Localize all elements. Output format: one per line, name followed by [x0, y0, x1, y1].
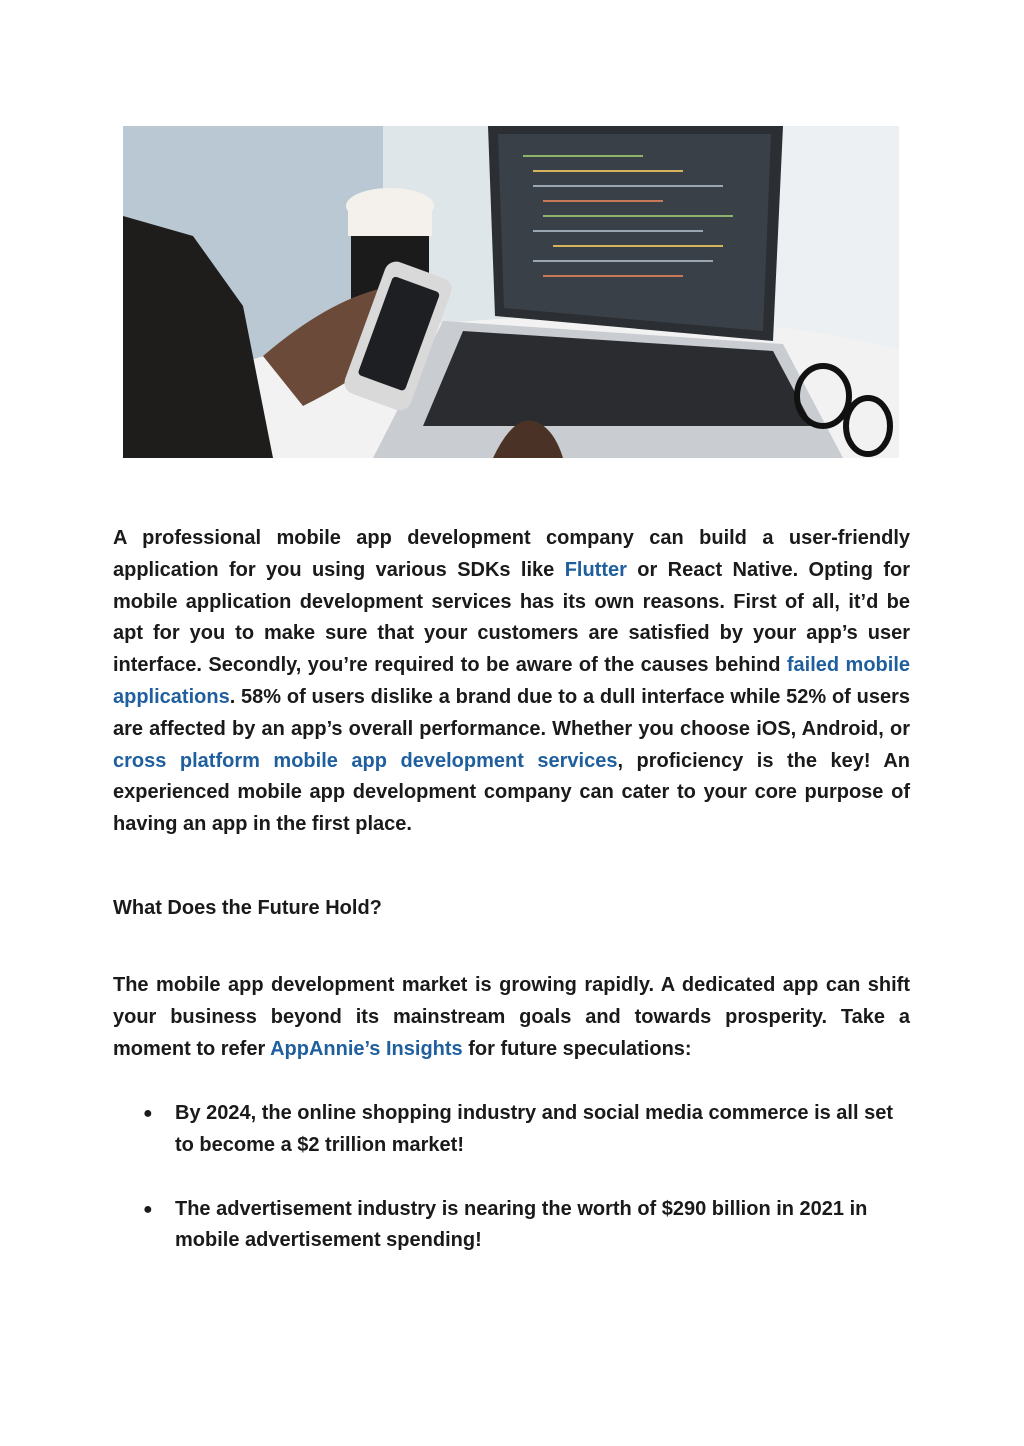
- list-item-text: By 2024, the online shopping industry and social media commerce is all set to become a $2 trillion market!: [175, 1102, 893, 1156]
- list-item: [113, 1194, 895, 1258]
- cross-platform-link[interactable]: cross platform mobile app development services: [113, 749, 618, 772]
- bullet-icon: ●: [143, 1200, 153, 1218]
- market-text-b: for future speculations:: [462, 1037, 692, 1060]
- hero-photo: [123, 126, 899, 458]
- article-body: [113, 523, 910, 1252]
- section-heading: What Does the Future Hold?: [113, 897, 382, 919]
- bullet-icon: ●: [143, 1105, 153, 1122]
- market-paragraph: [113, 970, 910, 1065]
- list-item: [113, 1098, 895, 1162]
- appannie-link[interactable]: AppAnnie’s Insights: [270, 1037, 463, 1060]
- list-item-text: The advertisement industry is nearing the worth of $290 billion in 2021 in mobile advertisement spending!: [175, 1197, 868, 1252]
- intro-text-a: A professional mobile app development company can build a user-friendly application for you using various SDKs like: [113, 527, 910, 581]
- insights-list: [113, 1098, 910, 1289]
- failed-apps-link[interactable]: failed mobile applications: [113, 654, 910, 708]
- intro-text-c: . 58% of users dislike a brand due to a dull interface while 52% of users are affected by an app’s overall performance. Whether you choose iOS, Android, or: [113, 685, 910, 740]
- market-text-a: The mobile app development market is growing rapidly. A dedicated app can shift your business beyond its mainstream goals and towards prosperity. Take a moment to refer: [113, 974, 910, 1060]
- intro-paragraph: [113, 523, 910, 841]
- flutter-link[interactable]: Flutter: [564, 558, 627, 581]
- laptop-code-photo-icon: [123, 126, 899, 458]
- intro-text-d: , proficiency is the key! An experienced mobile app development company can cater to your core purpose of having an app in the first place.: [113, 749, 910, 836]
- intro-text-b: or React Native. Opting for mobile application development services has its own reasons. First of all, it’d be apt for you to make sure that your customers are satisfied by your app’s user interface. Secondly, you’re required to be aware of the causes behind: [113, 558, 910, 677]
